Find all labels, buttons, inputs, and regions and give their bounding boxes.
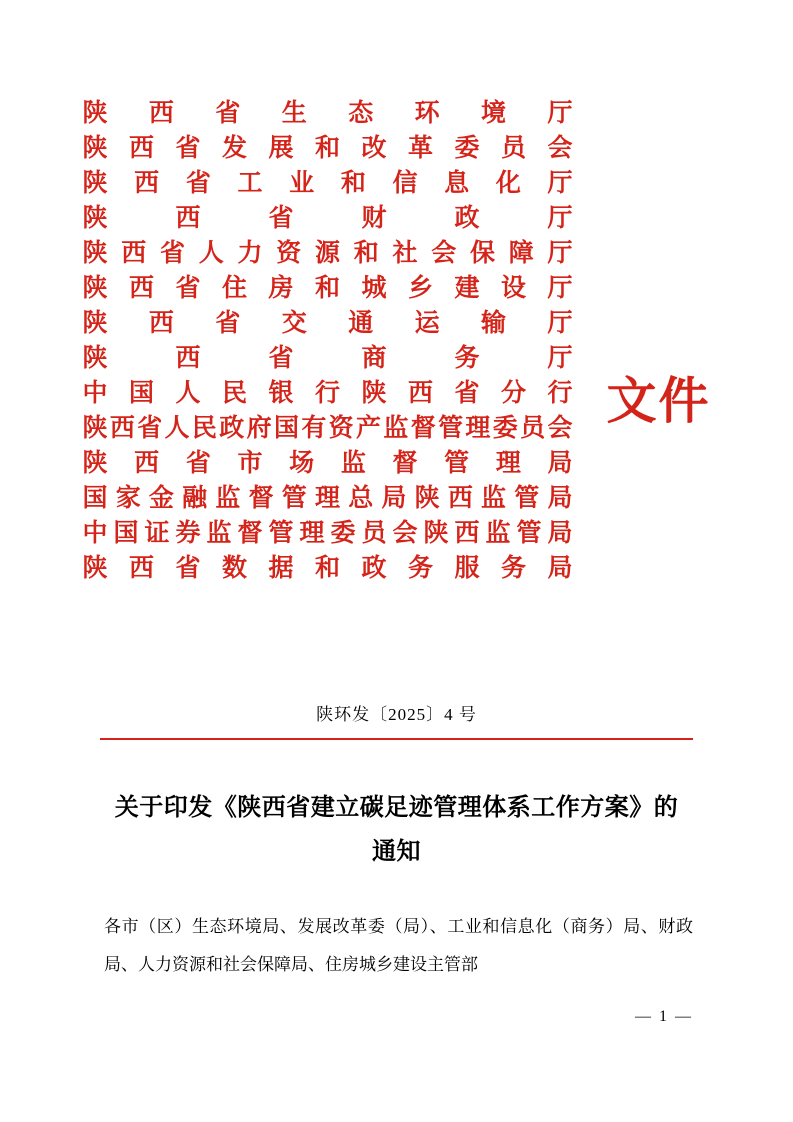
agency-line: 陕 西 省 市 场 监 督 管 理 局: [82, 450, 573, 477]
agency-line: 国家金融监督管理总局陕西监管局: [82, 485, 573, 512]
page-title: 关于印发《陕西省建立碳足迹管理体系工作方案》的通知: [114, 795, 679, 865]
agency-line: 陕 西 省 财 政 厅: [82, 205, 573, 232]
red-divider-rule: [100, 738, 693, 740]
agency-line: 陕 西 省 数 据 和 政 务 服 务 局: [82, 555, 573, 582]
document-word: 文件: [606, 373, 711, 429]
agency-line: 陕 西 省 生 态 环 境 厅: [82, 100, 573, 127]
agency-line: 陕西省人力资源和社会保障厅: [82, 240, 573, 267]
agency-line: 中国证券监督管理委员会陕西监管局: [82, 520, 573, 547]
body-paragraph: 各市（区）生态环境局、发展改革委（局）、工业和信息化（商务）局、财政局、人力资源和社会保障局、住房城乡建设主管部: [104, 917, 693, 974]
agency-line: 陕 西 省 工 业 和 信 息 化 厅: [82, 170, 573, 197]
agency-line: 陕 西 省 发 展 和 改 革 委 员 会: [82, 135, 573, 162]
agency-line: 陕 西 省 商 务 厅: [82, 345, 573, 372]
letterhead: [0, 96, 793, 586]
page-number: — 1 —: [635, 1008, 693, 1025]
document-number: 陕环发〔2025〕4 号: [316, 705, 477, 724]
agency-line: 陕 西 省 住 房 和 城 乡 建 设 厅: [82, 275, 573, 302]
document-body: [104, 908, 693, 984]
agency-name-stack: [83, 96, 573, 586]
agency-line: 中 国 人 民 银 行 陕 西 省 分 行: [82, 380, 573, 407]
agency-line: 陕 西 省 交 通 运 输 厅: [82, 310, 573, 337]
agency-line: 陕西省人民政府国有资产监督管理委员会: [82, 415, 573, 442]
